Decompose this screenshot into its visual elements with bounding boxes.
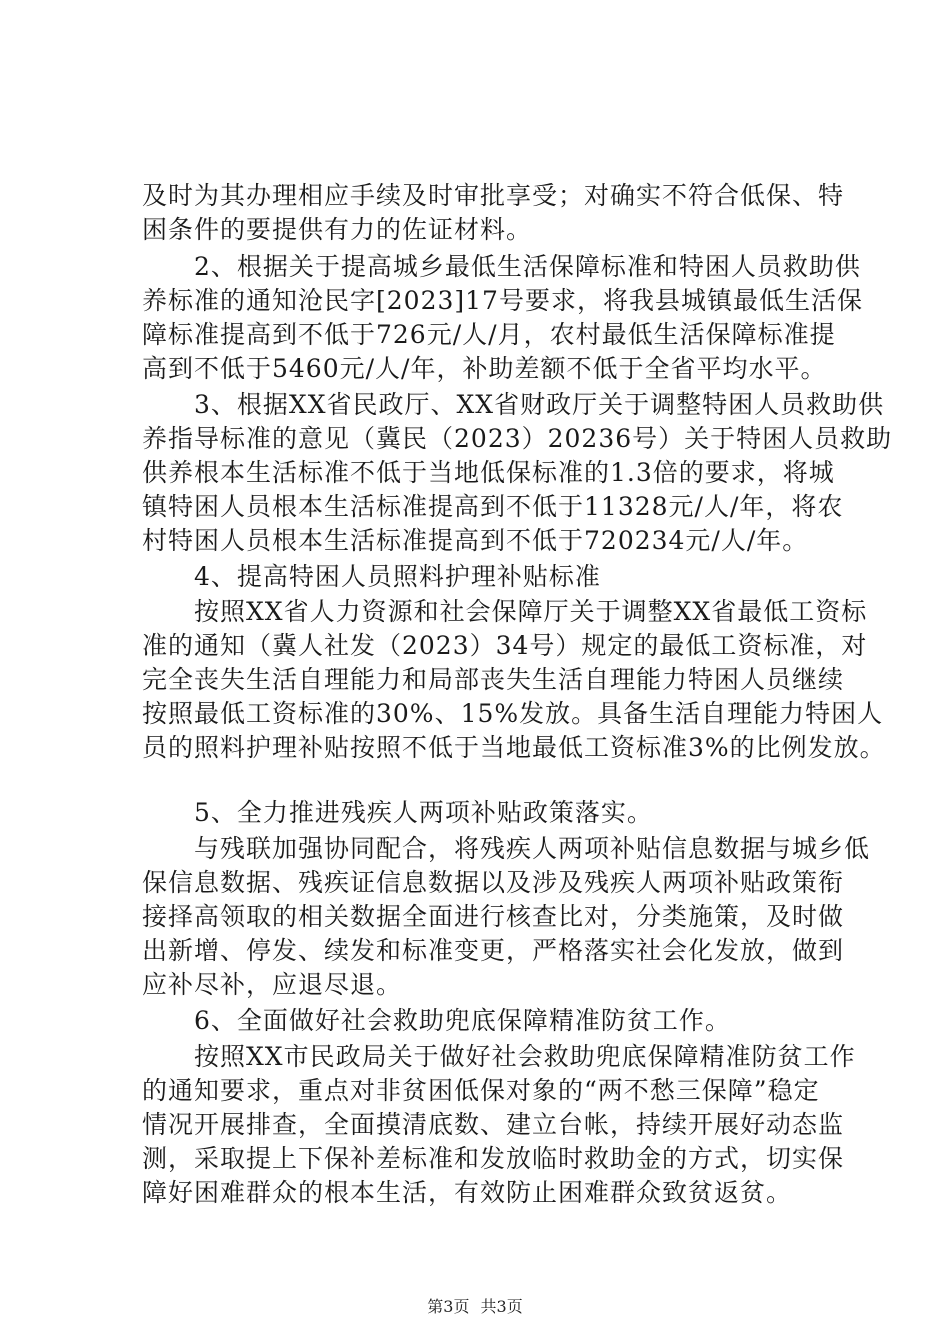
text-line: 的通知要求，重点对非贫困低保对象的“两不愁三保障”稳定 [142, 1076, 820, 1105]
text-line: 5、全力推进残疾人两项补贴政策落实。 [142, 798, 653, 827]
text-line: 及时为其办理相应手续及时审批享受；对确实不符合低保、特 [142, 181, 845, 210]
text-line: 养指导标准的意见（冀民（2023）20236号）关于特困人员救助 [142, 424, 893, 453]
text-line: 保信息数据、残疾证信息数据以及涉及残疾人两项补贴政策衔 [142, 868, 845, 897]
text-line: 4、提高特困人员照料护理补贴标准 [142, 562, 601, 591]
text-line: 按照XX市民政局关于做好社会救助兜底保障精准防贫工作 [142, 1042, 856, 1071]
text-line: 高到不低于5460元/人/年，补助差额不低于全省平均水平。 [142, 354, 827, 383]
text-line: 村特困人员根本生活标准提高到不低于720234元/人/年。 [142, 526, 809, 555]
text-line: 供养根本生活标准不低于当地低保标准的1.3倍的要求，将城 [142, 458, 835, 487]
text-line: 完全丧失生活自理能力和局部丧失生活自理能力特困人员继续 [142, 665, 845, 694]
text-line: 接择高领取的相关数据全面进行核查比对，分类施策，及时做 [142, 902, 845, 931]
text-line: 测，采取提上下保补差标准和发放临时救助金的方式，切实保 [142, 1144, 845, 1173]
page-total: 共3页 [480, 1297, 523, 1316]
text-line: 3、根据XX省民政厅、XX省财政厅关于调整特困人员救助供 [142, 390, 885, 419]
text-line: 准的通知（冀人社发（2023）34号）规定的最低工资标准，对 [142, 631, 868, 660]
page-number: 第3页 [427, 1297, 470, 1316]
text-line: 出新增、停发、续发和标准变更，严格落实社会化发放，做到 [142, 936, 845, 965]
text-line: 障标准提高到不低于726元/人/月，农村最低生活保障标准提 [142, 320, 836, 349]
text-line: 与残联加强协同配合，将残疾人两项补贴信息数据与城乡低 [142, 834, 871, 863]
text-line: 应补尽补，应退尽退。 [142, 970, 403, 999]
text-line: 员的照料护理补贴按照不低于当地最低工资标准3%的比例发放。 [142, 733, 886, 762]
text-line: 按照XX省人力资源和社会保障厅关于调整XX省最低工资标 [142, 597, 868, 626]
text-line: 6、全面做好社会救助兜底保障精准防贫工作。 [142, 1006, 731, 1035]
text-line: 镇特困人员根本生活标准提高到不低于11328元/人/年，将农 [142, 492, 844, 521]
text-line: 养标准的通知沧民字[2023]17号要求，将我县城镇最低生活保 [142, 286, 863, 315]
page-footer [0, 1296, 950, 1318]
text-line: 按照最低工资标准的30%、15%发放。具备生活自理能力特困人 [142, 699, 884, 728]
text-line: 情况开展排查，全面摸清底数、建立台帐，持续开展好动态监 [142, 1110, 845, 1139]
text-line: 困条件的要提供有力的佐证材料。 [142, 215, 533, 244]
text-line: 障好困难群众的根本生活，有效防止困难群众致贫返贫。 [142, 1178, 793, 1207]
text-line: 2、根据关于提高城乡最低生活保障标准和特困人员救助供 [142, 252, 861, 281]
